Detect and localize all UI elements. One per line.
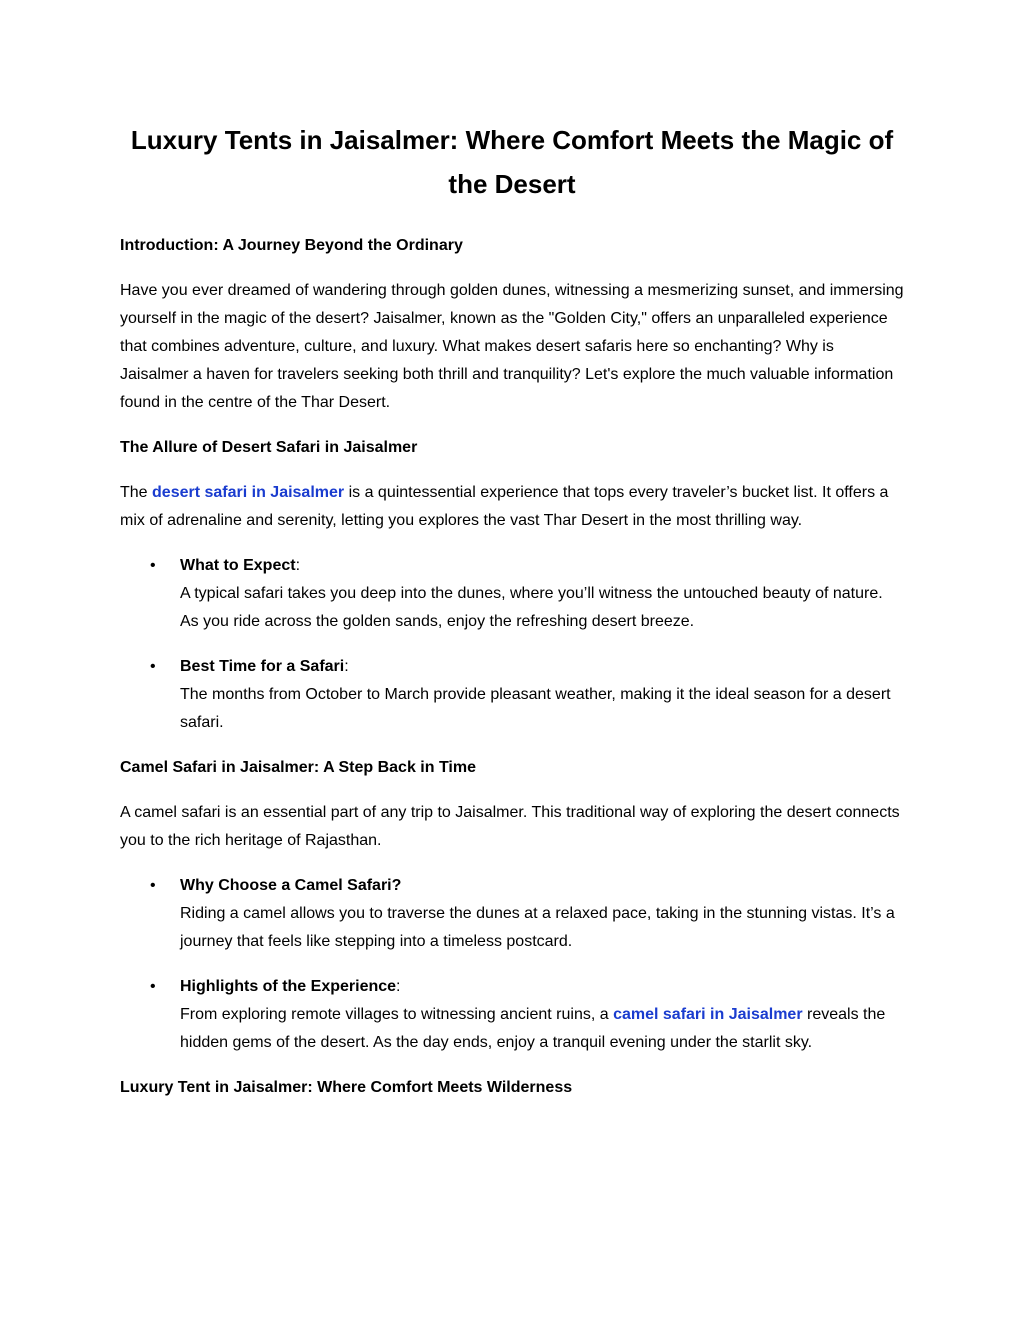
list-item-term: Highlights of the Experience bbox=[180, 978, 397, 995]
list-item-colon: : bbox=[396, 978, 401, 995]
list-item-term: Why Choose a Camel Safari? bbox=[180, 877, 402, 894]
list-item-term: What to Expect bbox=[180, 557, 296, 574]
desert-safari-link[interactable]: desert safari in Jaisalmer bbox=[152, 484, 345, 501]
list-item-text: Riding a camel allows you to traverse the dunes at a relaxed pace, taking in the stunning vistas. It’s a journey that feels like stepping into a timeless postcard. bbox=[180, 905, 895, 950]
allure-text-start: The bbox=[120, 484, 153, 501]
camel-list bbox=[120, 872, 904, 1057]
list-item-term: Best Time for a Safari bbox=[180, 658, 345, 675]
bullet-icon: • bbox=[150, 877, 156, 894]
intro-paragraph: Have you ever dreamed of wandering through golden dunes, witnessing a mesmerizing sunset, and immersing yourself in the magic of the desert? Jaisalmer, known as the "Golden City," offers an unparalleled experience that combines adventure, culture, and luxury. What makes desert safaris here so enchanting? Why is Jaisalmer a haven for travelers seeking both thrill and tranquility? Let's explore the much valuable information found in the centre of the Thar Desert. bbox=[120, 282, 904, 411]
document-page bbox=[120, 118, 904, 1102]
camel-safari-link[interactable]: camel safari in Jaisalmer bbox=[613, 1006, 803, 1023]
list-item-colon: : bbox=[295, 557, 301, 574]
camel-heading: Camel Safari in Jaisalmer: A Step Back in Time bbox=[120, 759, 476, 776]
bullet-icon: • bbox=[150, 658, 156, 675]
list-item-text: The months from October to March provide pleasant weather, making it the ideal season for a desert safari. bbox=[180, 686, 891, 731]
camel-paragraph: A camel safari is an essential part of any trip to Jaisalmer. This traditional way of exploring the desert connects you to the rich heritage of Rajasthan. bbox=[120, 804, 900, 849]
list-item bbox=[120, 973, 904, 1057]
allure-list bbox=[120, 552, 904, 737]
list-item bbox=[120, 653, 904, 737]
allure-heading: The Allure of Desert Safari in Jaisalmer bbox=[120, 439, 418, 456]
bullet-icon: • bbox=[150, 557, 156, 574]
list-item-text-end: reveals the hidden gems of the desert. As the day ends, enjoy a tranquil evening under the starlit sky. bbox=[180, 1006, 886, 1051]
list-item-colon: : bbox=[344, 658, 349, 675]
page-title: Luxury Tents in Jaisalmer: Where Comfort Meets the Magic of the Desert bbox=[130, 125, 894, 199]
list-item bbox=[120, 872, 904, 956]
allure-paragraph bbox=[120, 479, 904, 535]
list-item bbox=[120, 552, 904, 636]
luxury-heading: Luxury Tent in Jaisalmer: Where Comfort Meets Wilderness bbox=[120, 1079, 573, 1096]
list-item-text: A typical safari takes you deep into the dunes, where you’ll witness the untouched beauty of nature. As you ride across the golden sands, enjoy the refreshing desert breeze. bbox=[180, 585, 883, 630]
allure-text-end: is a quintessential experience that tops every traveler’s bucket list. It offers a mix of adrenaline and serenity, letting you explores the vast Thar Desert in the most thrilling way. bbox=[120, 484, 889, 529]
list-item-text-start: From exploring remote villages to witnessing ancient ruins, a bbox=[180, 1006, 614, 1023]
bullet-icon: • bbox=[150, 978, 156, 995]
intro-heading: Introduction: A Journey Beyond the Ordinary bbox=[120, 237, 463, 254]
